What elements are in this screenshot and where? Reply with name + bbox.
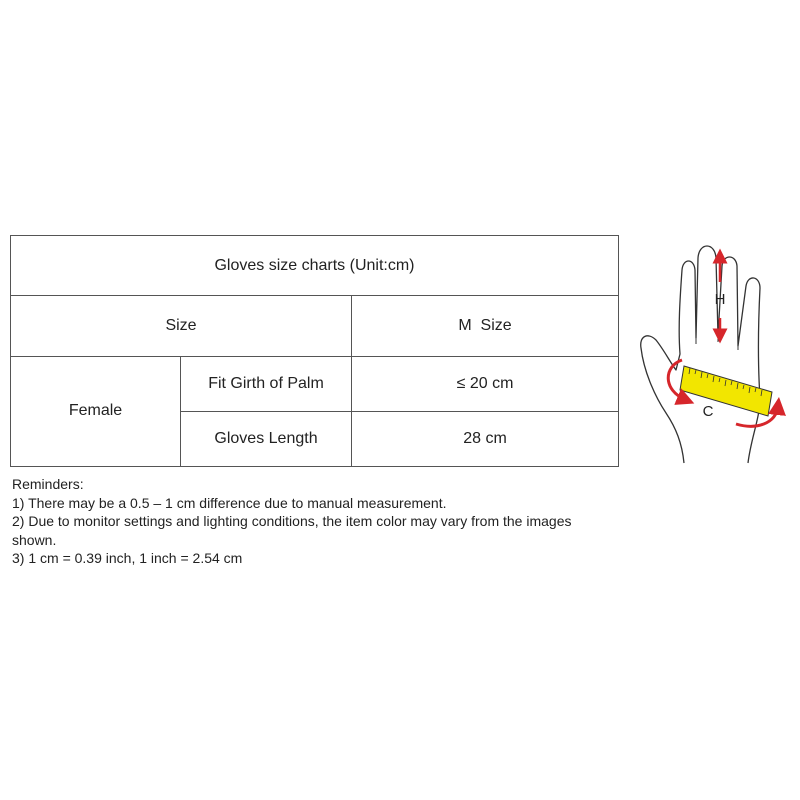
size-value-cell: M Size bbox=[352, 296, 619, 356]
hand-outline bbox=[641, 246, 760, 463]
height-label: H bbox=[714, 291, 726, 308]
size-header-cell: Size bbox=[11, 296, 352, 356]
reminder-item: 1) There may be a 0.5 – 1 cm difference due to manual measurement. bbox=[12, 494, 447, 511]
category-cell: Female bbox=[11, 356, 181, 467]
reminder-item: 2) Due to monitor settings and lighting conditions, the item color may vary from the images shown. bbox=[12, 513, 572, 548]
circumference-label: C bbox=[702, 403, 714, 420]
reminders-heading: Reminders: bbox=[12, 476, 84, 492]
reminder-item: 3) 1 cm = 0.39 inch, 1 inch = 2.54 cm bbox=[12, 550, 243, 566]
table-title: Gloves size charts (Unit:cm) bbox=[11, 236, 619, 296]
girth-value-cell: ≤ 20 cm bbox=[352, 356, 619, 411]
girth-label-cell: Fit Girth of Palm bbox=[181, 356, 352, 411]
hand-measurement-illustration bbox=[636, 238, 786, 468]
reminders-block bbox=[12, 475, 602, 568]
length-label-cell: Gloves Length bbox=[181, 411, 352, 466]
length-value-cell: 28 cm bbox=[352, 411, 619, 466]
size-chart-table bbox=[10, 235, 619, 467]
